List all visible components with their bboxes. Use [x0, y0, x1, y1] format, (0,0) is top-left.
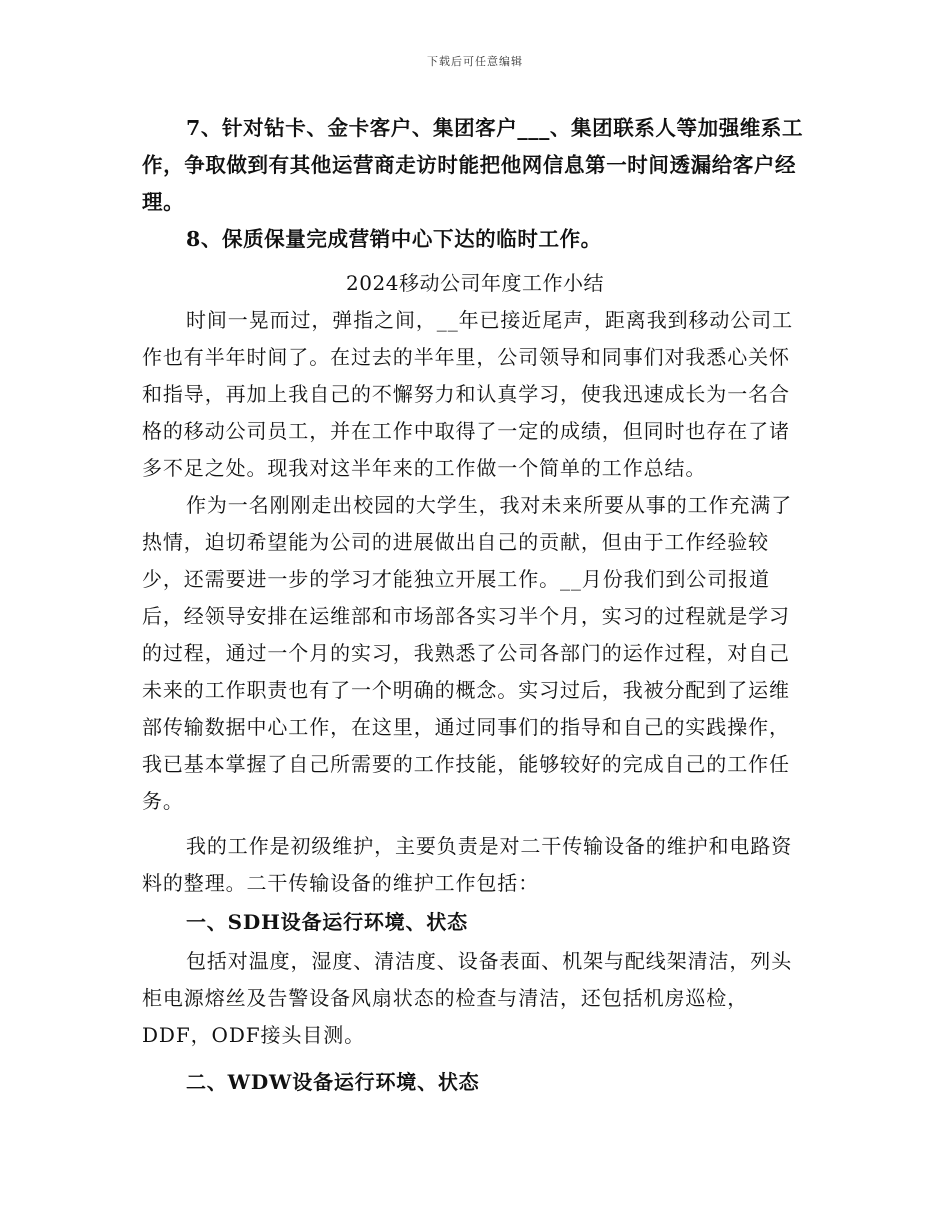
document-body — [142, 110, 808, 1103]
paragraph-intro: 时间一晃而过，弹指之间，__年已接近尾声，距离我到移动公司工作也有半年时间了。在过去的半年里，公司领导和同事们对我悉心关怀和指导，再加上我自己的不懈努力和认真学习，使我迅速成长为一名合格的移动公司员工，并在工作中取得了一定的成绩，但同时也存在了诸多不足之处。现我对这半年来的工作做一个简单的工作总结。 — [142, 308, 793, 480]
task-item-8: 8、保质保量完成营销中心下达的临时工作。 — [186, 227, 602, 251]
spacer — [142, 1054, 808, 1062]
paragraph-sdh: 包括对温度，湿度、清洁度、设备表面、机架与配线架清洁，列头柜电源熔丝及告警设备风扇状态的检查与清洁，还包括机房巡检，DDF，ODF接头目测。 — [142, 949, 793, 1047]
document-title: 2024移动公司年度工作小结 — [346, 271, 604, 295]
section-heading-wdw: 二、WDW设备运行环境、状态 — [186, 1070, 480, 1094]
section-heading-sdh: 一、SDH设备运行环境、状态 — [186, 910, 468, 934]
task-item-7: 7、针对钻卡、金卡客户、集团客户___、集团联系人等加强维系工作，争取做到有其他运营商走访时能把他网信息第一时间透漏给客户经理。 — [142, 116, 804, 214]
page-header: 下载后可任意编辑 — [427, 55, 523, 68]
spacer — [142, 820, 808, 828]
summary-text — [142, 302, 808, 902]
paragraph-experience: 作为一名刚刚走出校园的大学生，我对未来所要从事的工作充满了热情，迫切希望能为公司的进展做出自己的贡献，但由于工作经验较少，还需要进一步的学习才能独立开展工作。__月份我们到公司报道后，经领导安排在运维部和市场部各实习半个月，实习的过程就是学习的过程，通过一个月的实习，我熟悉了公司各部门的运作过程，对自己未来的工作职责也有了一个明确的概念。实习过后，我被分配到了运维部传输数据中心工作，在这里，通过同事们的指导和自己的实践操作，我已基本掌握了自己所需要的工作技能，能够较好的完成自己的工作任务。 — [142, 493, 793, 813]
section-sdh-text — [142, 943, 808, 1054]
task-list — [142, 110, 808, 258]
paragraph-duties: 我的工作是初级维护，主要负责是对二干传输设备的维护和电路资料的整理。二干传输设备的维护工作包括： — [142, 834, 793, 895]
